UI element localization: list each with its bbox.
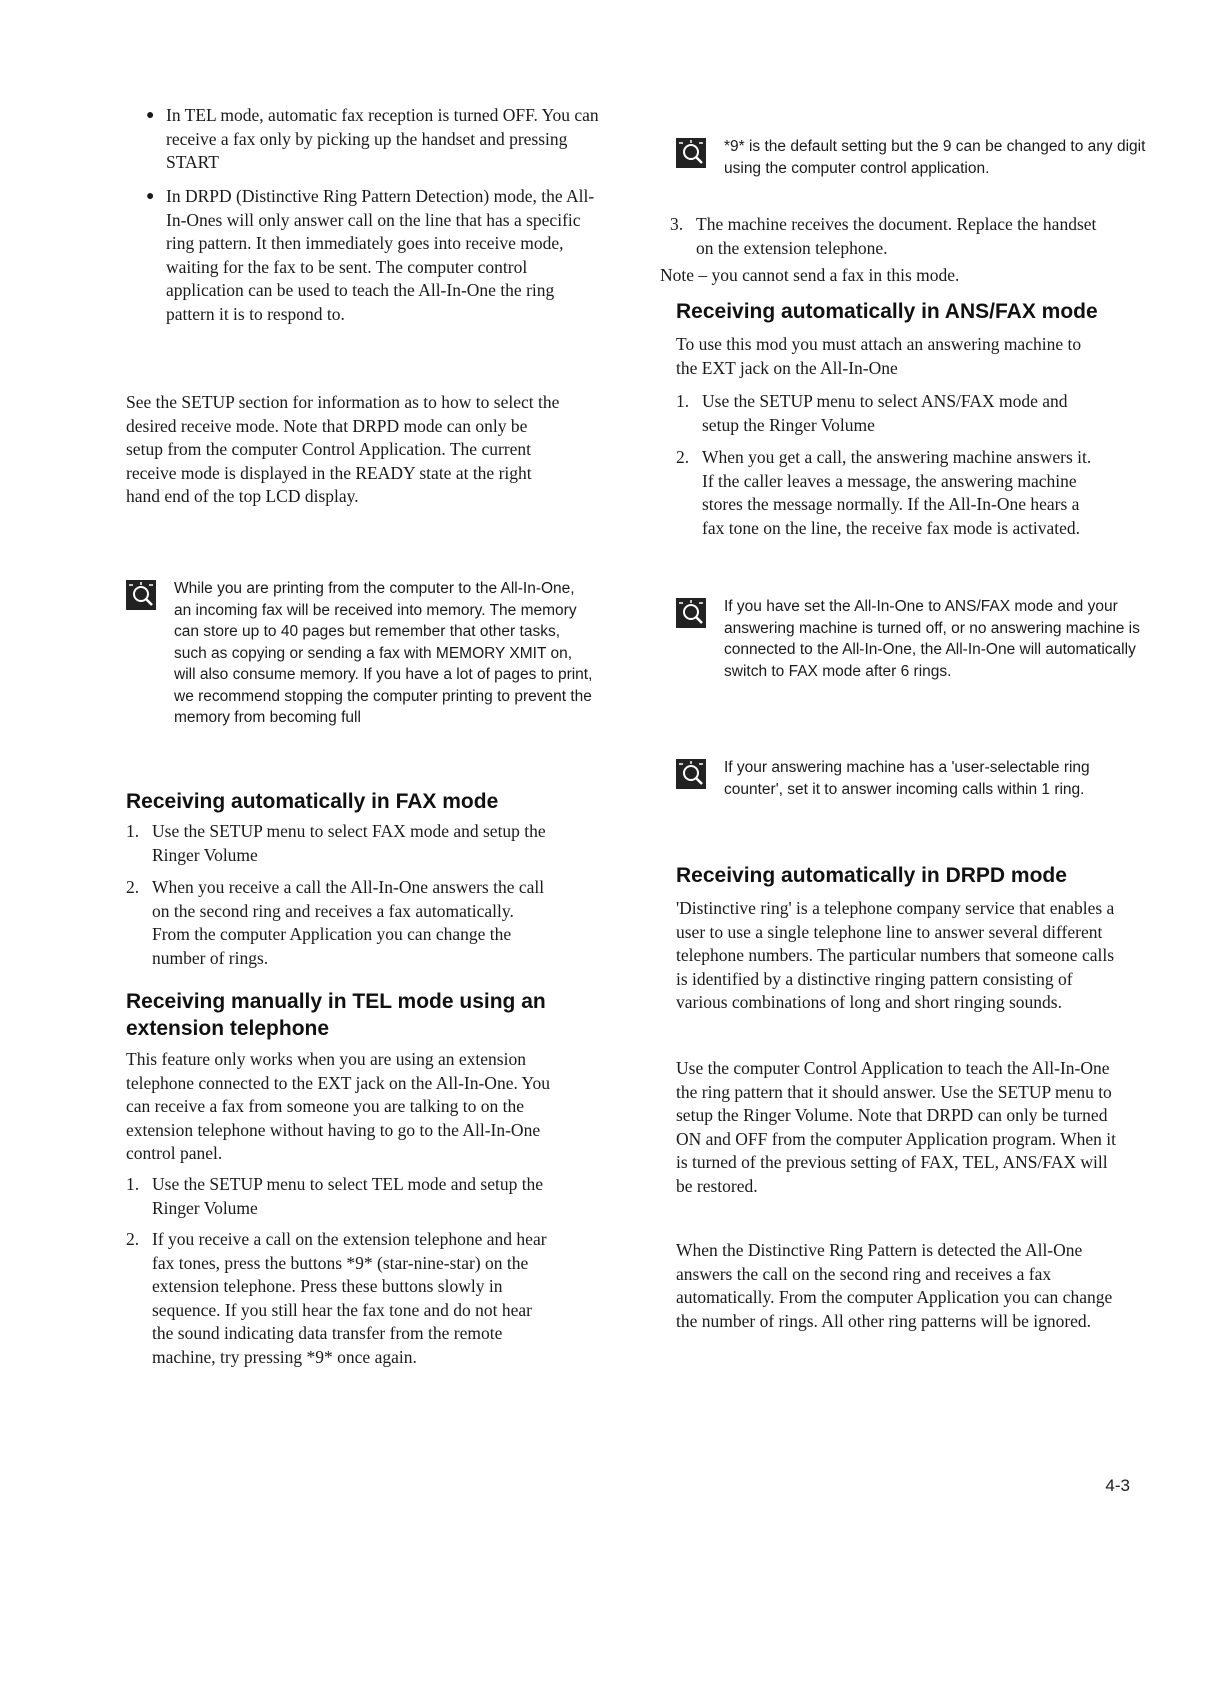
note-line: Note – you cannot send a fax in this mode.: [660, 265, 960, 285]
fax-mode-heading: Receiving automatically in FAX mode: [126, 790, 499, 813]
step-text: Use the SETUP menu to select FAX mode and setup the Ringer Volume: [152, 821, 546, 865]
note-printing: [126, 578, 596, 729]
note-text: While you are printing from the computer to the All-In-One, an incoming fax will be received into memory. The memory can store up to 40 pages but remember that other tasks, such as copying or sending a fax with MEMORY XMIT on, will also consume memory. If you have a lot of pages to print, we recommend stopping the computer printing to prevent the memory from becoming full: [174, 580, 593, 726]
note-text: *9* is the default setting but the 9 can be changed to any digit using the computer control application.: [724, 138, 1146, 177]
step-item: [670, 213, 1110, 260]
step-text: When you get a call, the answering machine answers it. If the caller leaves a message, the answering machine stores the message normally. If the All-In-One hears a fax tone on the line, the receive fax mode is activated.: [702, 447, 1092, 538]
step-number: 1.: [676, 391, 690, 411]
note-default-setting: [676, 136, 1146, 179]
note-text: If your answering machine has a 'user-selectable ring counter', set it to answer incoming calls within 1 ring.: [724, 759, 1090, 798]
bullet-dot-icon: ●: [146, 189, 155, 204]
step-number: 3.: [670, 214, 684, 234]
step-text: Use the SETUP menu to select ANS/FAX mode and setup the Ringer Volume: [702, 391, 1068, 435]
magnifier-note-icon: [676, 598, 706, 628]
step-item: [676, 390, 1106, 437]
step-item: [126, 820, 556, 867]
bullet-text: In DRPD (Distinctive Ring Pattern Detection) mode, the All-In-Ones will only answer call on the line that has a specific ring pattern. It then immediately goes into receive mode, waiting for the fax to be sent. The computer control application can be used to teach the All-In-One the ring pattern it is to respond to.: [166, 186, 595, 324]
ansfax-mode-heading: Receiving automatically in ANS/FAX mode: [676, 300, 1098, 323]
magnifier-note-icon: [126, 580, 156, 610]
step-text: If you receive a call on the extension telephone and hear fax tones, press the buttons *9* (star-nine-star) on the extension telephone. Press these buttons slowly in sequence. If you still hear the fax tone and do not hear the sound indicating data transfer from the remote machine, try pressing *9* once again.: [152, 1229, 547, 1367]
step-number: 1.: [126, 821, 140, 841]
tel-mode-heading: Receiving manually in TEL mode using an extension telephone: [126, 990, 546, 1040]
step-item: [126, 876, 556, 970]
step-text: Use the SETUP menu to select TEL mode and setup the Ringer Volume: [152, 1174, 544, 1218]
step-number: 2.: [126, 1229, 140, 1249]
drpd-para-3: When the Distinctive Ring Pattern is detected the All-One answers the call on the second ring and receives a fax automatically. From the computer Application you can change the number of rings. All other ring patterns will be ignored.: [676, 1240, 1113, 1331]
step-number: 2.: [126, 877, 140, 897]
step-text: The machine receives the document. Replace the handset on the extension telephone.: [696, 214, 1097, 258]
step-text: When you receive a call the All-In-One answers the call on the second ring and receives a fax automatically. From the computer Application you can change the number of rings.: [152, 877, 545, 968]
note-ansfax: [676, 596, 1146, 682]
bullet-item: [146, 185, 606, 326]
bullet-dot-icon: ●: [146, 108, 155, 123]
tel-mode-intro: This feature only works when you are using an extension telephone connected to the EXT jack on the All-In-One. You can receive a fax from someone you are talking to on the extension telephone without having to go to the All-In-One control panel.: [126, 1049, 550, 1163]
magnifier-note-icon: [676, 138, 706, 168]
note-ring-counter: [676, 757, 1146, 800]
step-number: 1.: [126, 1174, 140, 1194]
step-item: [126, 1173, 556, 1220]
step-number: 2.: [676, 447, 690, 467]
note-text: If you have set the All-In-One to ANS/FAX mode and your answering machine is turned off, or no answering machine is connected to the All-In-One, the All-In-One will automatically switch to FAX mode after 6 rings.: [724, 598, 1140, 680]
step-item: [676, 446, 1106, 540]
setup-paragraph: See the SETUP section for information as to how to select the desired receive mode. Note that DRPD mode can only be setup from the computer Control Application. The current receive mode is displayed in the READY state at the right hand end of the top LCD display.: [126, 392, 560, 506]
ansfax-intro: To use this mod you must attach an answering machine to the EXT jack on the All-In-One: [676, 334, 1082, 378]
drpd-para-1: 'Distinctive ring' is a telephone company service that enables a user to use a single telephone line to answer several different telephone numbers. The particular numbers that someone calls is identified by a distinctive ringing pattern consisting of various combinations of long and short ringing sounds.: [676, 898, 1115, 1012]
drpd-para-2: Use the computer Control Application to teach the All-In-One the ring pattern that it should answer. Use the SETUP menu to setup the Ringer Volume. Note that DRPD can only be turned ON and OFF from the computer Application program. When it is turned of the previous setting of FAX, TEL, ANS/FAX will be restored.: [676, 1058, 1117, 1196]
magnifier-note-icon: [676, 759, 706, 789]
page-number: 4-3: [1105, 1476, 1130, 1495]
drpd-mode-heading: Receiving automatically in DRPD mode: [676, 864, 1067, 887]
bullet-item: [146, 104, 606, 175]
bullet-text: In TEL mode, automatic fax reception is turned OFF. You can receive a fax only by picking up the handset and pressing START: [166, 105, 599, 172]
step-item: [126, 1228, 556, 1369]
